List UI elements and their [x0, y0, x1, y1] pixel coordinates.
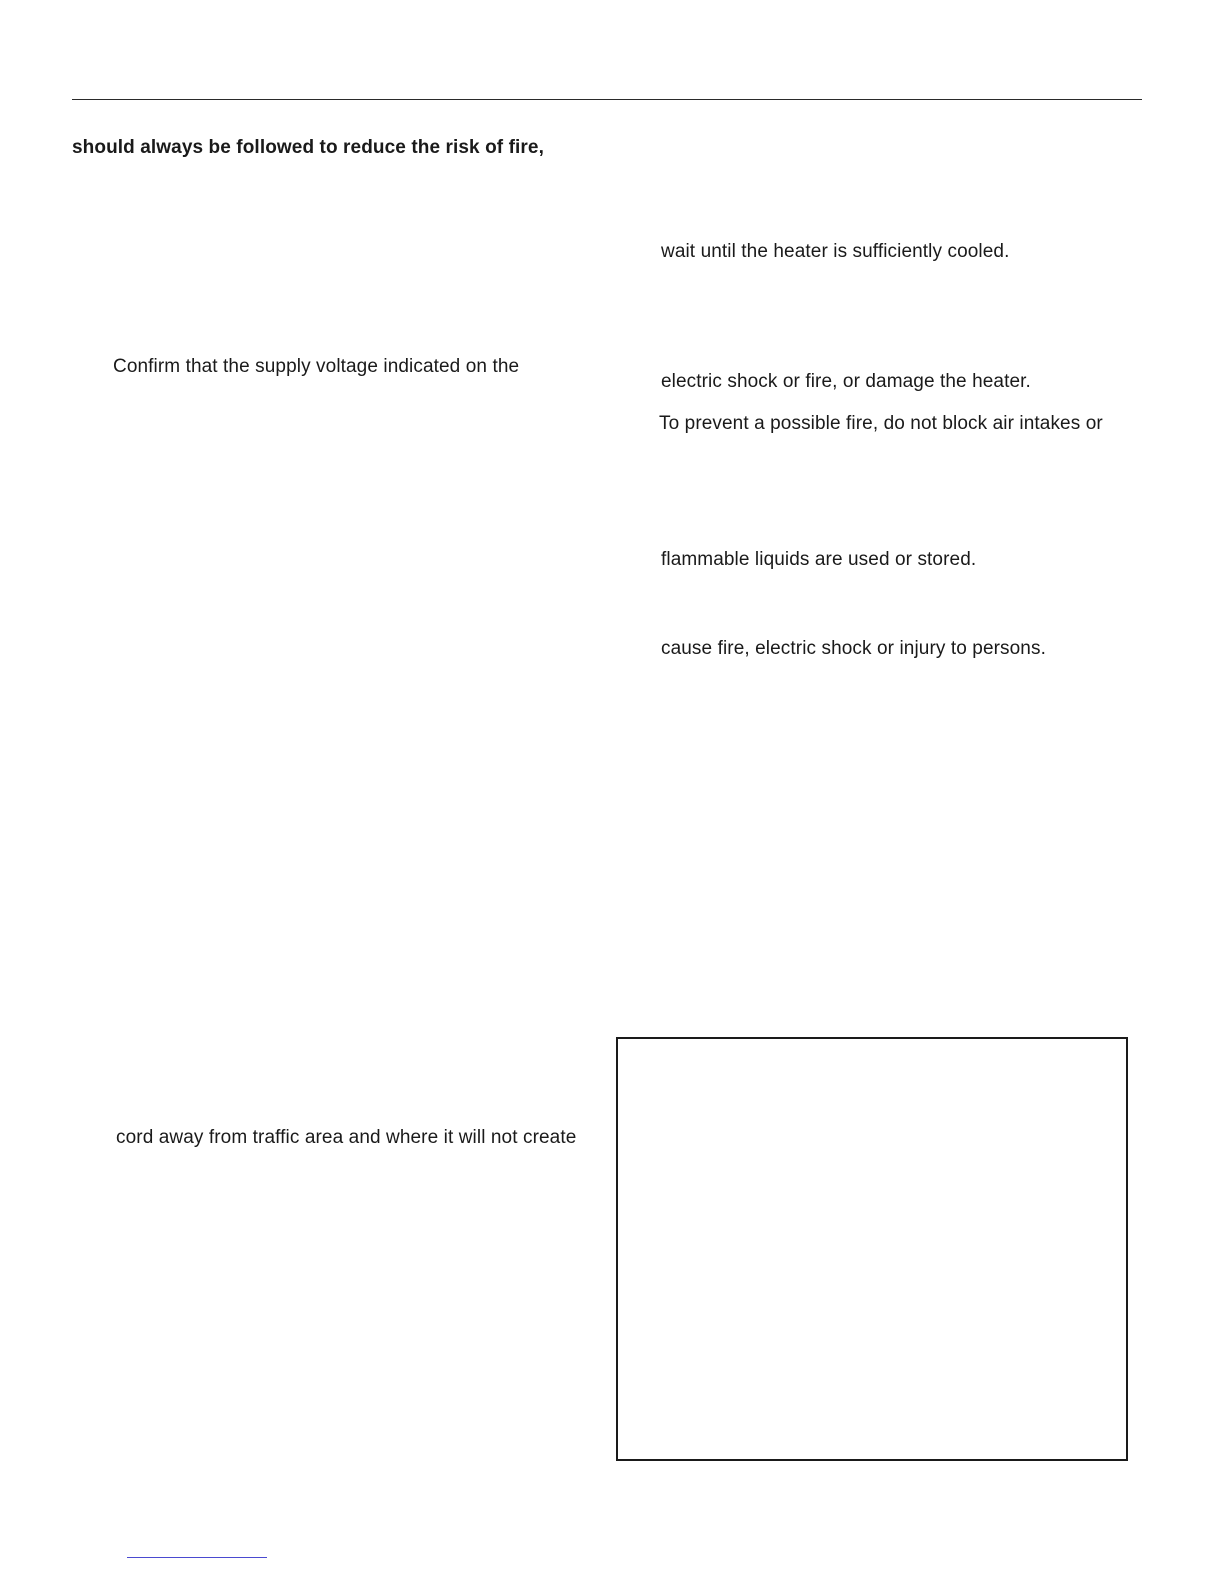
prevent-fire-text: To prevent a possible fire, do not block air intakes or	[659, 413, 1103, 434]
flammable-liquids-text: flammable liquids are used or stored.	[661, 549, 977, 570]
electric-shock-text: electric shock or fire, or damage the heater.	[661, 371, 1031, 392]
heater-cooled-text: wait until the heater is sufficiently cooled.	[661, 241, 1010, 262]
safety-intro-text: should always be followed to reduce the risk of fire,	[72, 137, 544, 158]
footer-link-underline[interactable]	[127, 1557, 267, 1558]
header-rule	[72, 99, 1142, 100]
cord-placement-text: cord away from traffic area and where it will not create	[116, 1127, 577, 1148]
supply-voltage-text: Confirm that the supply voltage indicated on the	[113, 356, 520, 377]
injury-warning-text: cause fire, electric shock or injury to persons.	[661, 638, 1046, 659]
notice-box	[616, 1037, 1128, 1461]
